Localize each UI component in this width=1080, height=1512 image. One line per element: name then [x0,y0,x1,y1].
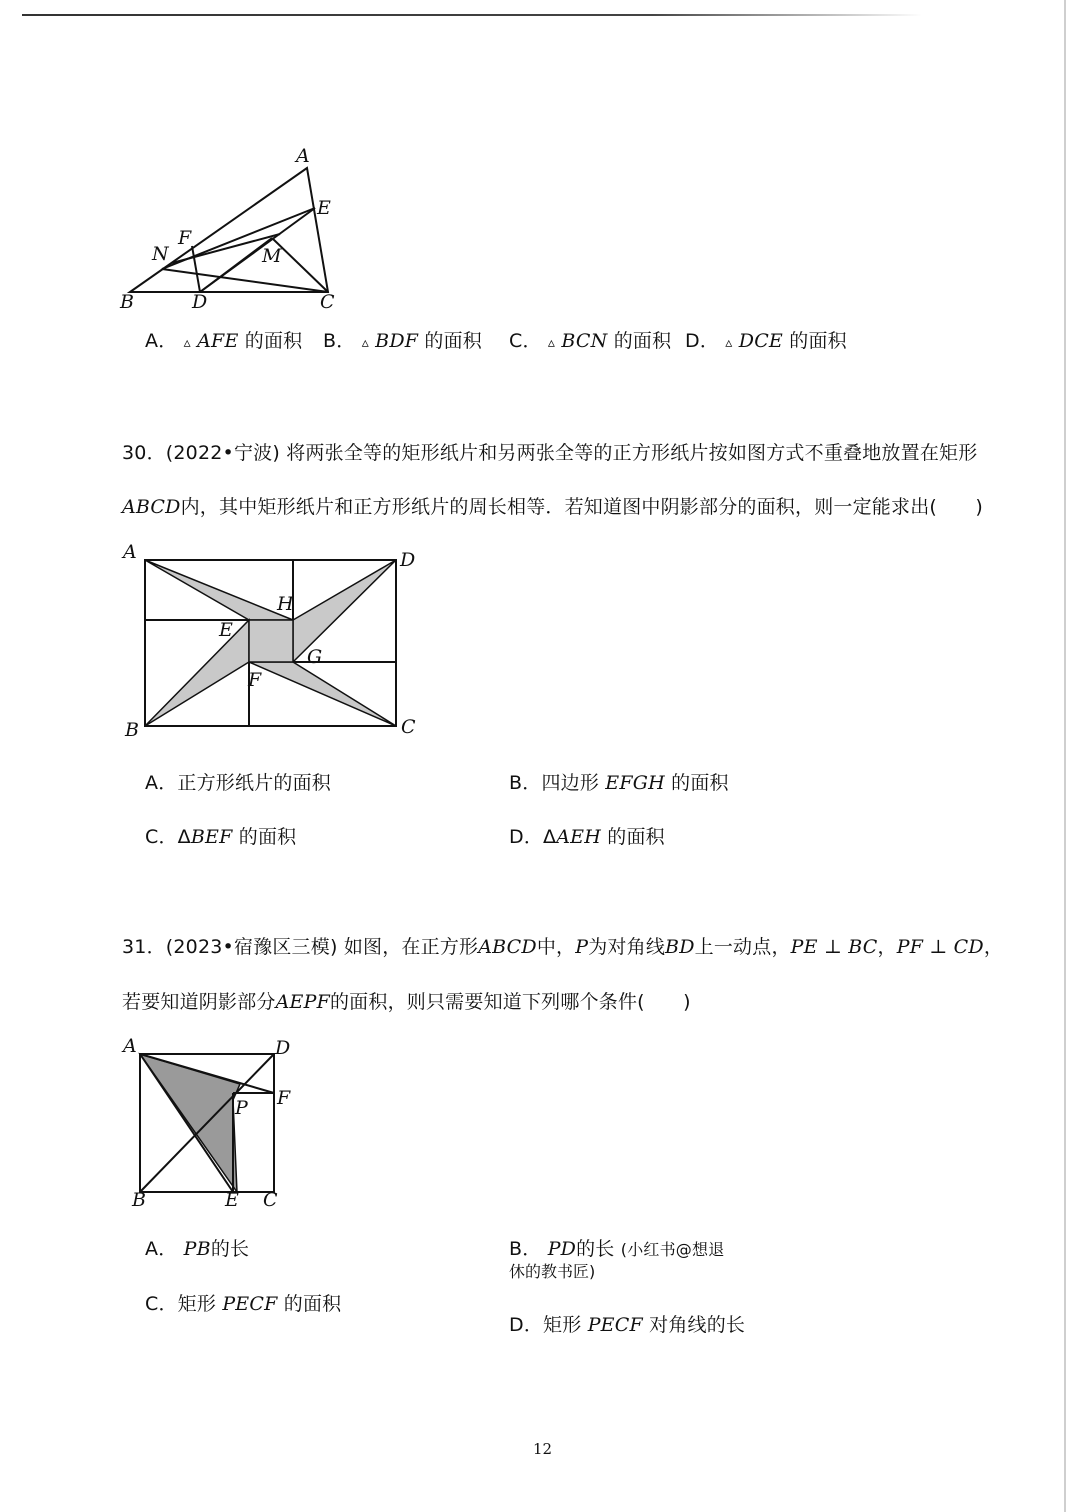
q31-label-c: C [263,1189,278,1211]
q31-label-f: F [277,1087,291,1109]
q30-option-c [145,822,296,849]
question-text: 的面积，则只需要知道下列哪个条件( ) [329,991,691,1013]
q31-label-d: D [275,1037,291,1059]
q29-label-c: C [320,291,335,313]
math-expr: PE ⊥ BC [790,936,878,958]
q31-label-a: A [123,1035,137,1057]
option-letter: D． [509,826,544,848]
option-letter: A． [145,1238,178,1260]
option-text: 的长 [210,1238,250,1260]
question-text: 若要知道阴影部分 [122,991,276,1013]
q30-stem-line-1 [122,438,977,465]
option-text: 的面积 [613,330,672,352]
q30-stem-line-2 [122,492,983,519]
option-letter: C． [509,330,542,352]
question-text: 内，其中矩形纸片和正方形纸片的周长相等．若知道图中阴影部分的面积，则一定能求出( ) [180,496,984,518]
option-letter: D． [509,1314,544,1336]
option-text: 的面积 [607,826,665,848]
watermark-text: (小红书@想退 [620,1240,725,1259]
q30-label-h: H [277,593,294,615]
triangle-symbol: ▵ [183,335,191,351]
option-letter: B． [509,772,542,794]
q29-option-a [145,326,302,353]
q31-option-c [145,1289,341,1316]
option-letter: A． [145,330,178,352]
question-source: (2023•宿豫区三模) [165,936,338,958]
math-expr: BCN [561,330,608,352]
q31-figure [115,1032,315,1212]
question-text: 上一动点， [694,936,791,958]
page-number: 12 [533,1440,553,1458]
option-letter: B． [323,330,356,352]
triangle-symbol: Δ [543,826,557,848]
question-number: 30． [122,442,166,464]
option-letter: C． [145,826,178,848]
triangle-symbol: ▵ [361,335,369,351]
math-expr: BEF [190,826,233,848]
q30-label-c: C [401,716,416,738]
q29-figure [110,140,370,320]
question-number: 31． [122,936,166,958]
question-text: ， [877,936,897,958]
q29-label-e: E [317,197,331,219]
triangle-symbol: Δ [177,826,191,848]
triangle-symbol: ▵ [725,335,733,351]
q30-figure [115,540,425,740]
option-text: 矩形 [543,1314,582,1336]
question-text: 将两张全等的矩形纸片和另两张全等的正方形纸片按如图方式不重叠地放置在矩形 [286,442,978,464]
option-text: 的面积 [244,330,303,352]
math-expr: AFE [197,330,239,352]
q31-label-b: B [132,1189,146,1211]
option-letter: B． [509,1238,542,1260]
q29-label-m: M [262,245,282,267]
q29-label-d: D [192,291,208,313]
q30-option-d [509,822,665,849]
q29-option-d [685,326,847,353]
q29-label-f: F [178,227,192,249]
q29-label-b: B [120,291,134,313]
math-expr: P [575,936,589,958]
option-letter: C． [145,1293,178,1315]
q29-label-a: A [296,145,310,167]
q30-label-f: F [248,669,262,691]
question-text: 为对角线 [588,936,666,958]
math-expr: EFGH [605,772,665,794]
q30-label-a: A [123,541,137,563]
math-expr: AEH [556,826,601,848]
option-text: 正方形纸片的面积 [177,772,332,794]
option-text: 的长 [576,1238,615,1260]
triangle-symbol: ▵ [547,335,556,351]
option-text: 的面积 [424,330,483,352]
option-letter: A． [145,772,178,794]
option-text: 四边形 [541,772,600,794]
q31-stem-line-1 [122,932,1003,959]
math-expr: PB [183,1238,211,1260]
math-expr: PECF [587,1314,643,1336]
watermark-line-2: 休的教书匠) [509,1262,596,1281]
math-expr: PECF [222,1293,278,1315]
option-text: 的面积 [789,330,847,352]
q31-option-b [509,1234,724,1262]
q30-label-b: B [125,719,139,741]
option-text: 的面积 [283,1293,342,1315]
q31-label-e: E [225,1189,239,1211]
q29-label-n: N [152,243,169,265]
question-source: (2022•宁波) [165,442,280,464]
q29-option-c [509,326,671,353]
math-expr: BDF [375,330,419,352]
q30-option-b [509,768,729,795]
q30-label-g: G [307,646,323,668]
option-text: 的面积 [671,772,729,794]
q30-option-a [145,768,331,795]
math-expr: PD [547,1238,577,1260]
q29-option-b [323,326,482,353]
math-expr: ABCD [478,936,537,958]
option-text: 矩形 [177,1293,217,1315]
math-expr: DCE [738,330,784,352]
q30-label-d: D [400,549,416,571]
math-expr: BD [665,936,695,958]
option-text: 对角线的长 [649,1314,746,1336]
q30-label-e: E [219,619,233,641]
option-letter: D． [685,330,720,352]
q31-option-d [509,1310,745,1337]
question-text: ， [983,936,1004,958]
q31-label-p: P [235,1097,248,1119]
q31-option-a [145,1234,249,1261]
header-rule [22,14,922,16]
question-text: 中， [536,936,576,958]
option-text: 的面积 [238,826,297,848]
math-expr: PF ⊥ CD [896,936,984,958]
math-expr: AEPF [275,991,330,1013]
question-text: 如图，在正方形 [343,936,479,958]
math-expr: ABCD [122,496,181,518]
q31-stem-line-2 [122,987,691,1014]
